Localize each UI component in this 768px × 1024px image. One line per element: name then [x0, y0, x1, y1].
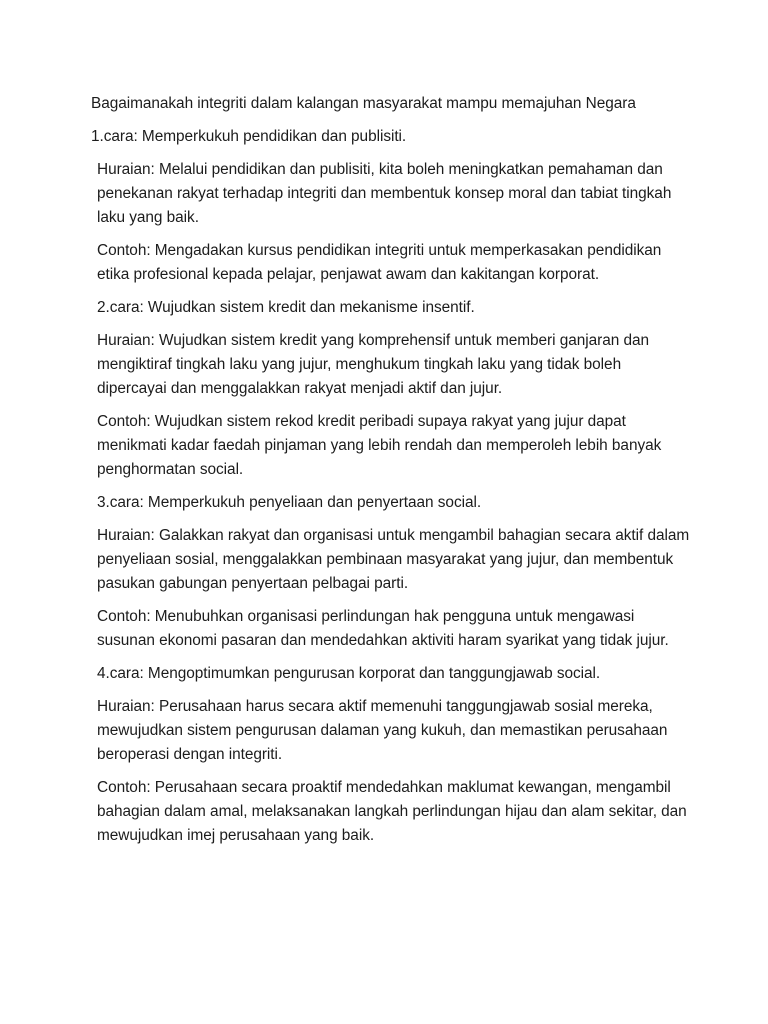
section-4-contoh: Contoh: Perusahaan secara proaktif mendedahkan maklumat kewangan, mengambil bahagian dalam amal, melaksanakan langkah perlindungan hijau dan alam sekitar, dan mewujudkan imej perusahaan yang baik. [97, 779, 687, 844]
section-1-contoh: Contoh: Mengadakan kursus pendidikan integriti untuk memperkasakan pendidikan etika profesional kepada pelajar, penjawat awam dan kakitangan korporat. [97, 242, 662, 283]
section-4-cara: 4.cara: Mengoptimumkan pengurusan korporat dan tanggungjawab social. [97, 665, 601, 682]
section-2-contoh: Contoh: Wujudkan sistem rekod kredit peribadi supaya rakyat yang jujur dapat menikmati kadar faedah pinjaman yang lebih rendah dan memperoleh lebih banyak penghormatan social. [97, 413, 662, 478]
section-3-cara: 3.cara: Memperkukuh penyeliaan dan penyertaan social. [97, 494, 482, 511]
section-1-cara: 1.cara: Memperkukuh pendidikan dan publisiti. [91, 128, 407, 145]
section-3-contoh: Contoh: Menubuhkan organisasi perlindungan hak pengguna untuk mengawasi susunan ekonomi pasaran dan mendedahkan aktiviti haram syarikat yang tidak jujur. [97, 608, 669, 649]
section-3-huraian: Huraian: Galakkan rakyat dan organisasi untuk mengambil bahagian secara aktif dalam penyeliaan sosial, menggalakkan pembinaan masyarakat yang jujur, dan membentuk pasukan gabungan penyertaan pelbagai parti. [97, 527, 690, 592]
section-2-cara: 2.cara: Wujudkan sistem kredit dan mekanisme insentif. [97, 299, 475, 316]
document-body [91, 92, 691, 857]
document-title: Bagaimanakah integriti dalam kalangan masyarakat mampu memajuhan Negara [91, 95, 636, 112]
section-2-huraian: Huraian: Wujudkan sistem kredit yang komprehensif untuk memberi ganjaran dan mengiktiraf tingkah laku yang jujur, menghukum tingkah laku yang tidak boleh dipercayai dan menggalakkan rakyat menjadi aktif dan jujur. [97, 332, 649, 397]
section-1-huraian: Huraian: Melalui pendidikan dan publisiti, kita boleh meningkatkan pemahaman dan penekanan rakyat terhadap integriti dan membentuk konsep moral dan tabiat tingkah laku yang baik. [97, 161, 672, 226]
section-4-huraian: Huraian: Perusahaan harus secara aktif memenuhi tanggungjawab sosial mereka, mewujudkan sistem pengurusan dalaman yang kukuh, dan memastikan perusahaan beroperasi dengan integriti. [97, 698, 668, 763]
